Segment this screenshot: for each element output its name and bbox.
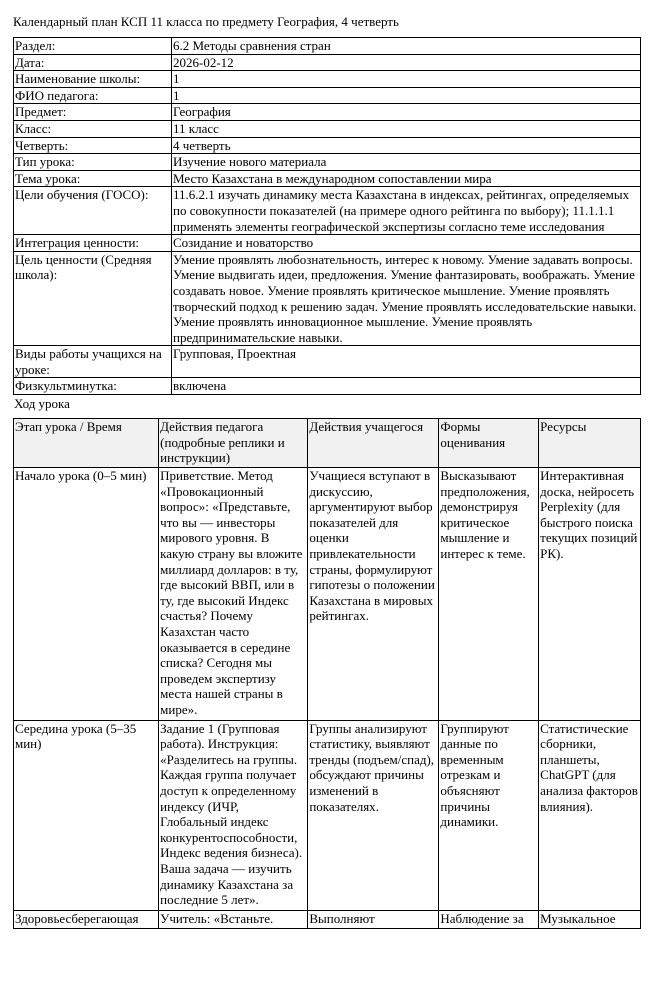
info-row (14, 346, 641, 378)
info-row (14, 120, 641, 137)
plan-header-resources: Ресурсы (539, 419, 641, 468)
info-row (14, 54, 641, 71)
plan-cell-resources: Статистические сборники, планшеты, ChatGPT (для анализа факторов влияния). (539, 720, 641, 910)
info-row (14, 378, 641, 395)
plan-cell-stage: Начало урока (0–5 мин) (14, 468, 159, 721)
plan-row (14, 720, 641, 910)
plan-cell-student: Выполняют (308, 910, 439, 929)
info-label: Цели обучения (ГОСО): (14, 187, 172, 235)
info-label: Тип урока: (14, 154, 172, 171)
info-value: Созидание и новаторство (172, 235, 641, 252)
document-title: Календарный план КСП 11 класса по предмету География, 4 четверть (13, 14, 399, 29)
info-row (14, 87, 641, 104)
document-page (13, 14, 641, 929)
info-value: 11.6.2.1 изучать динамику места Казахстана в индексах, рейтингах, определяемых по совокупности показателей (на примере одного рейтинга по выбору); 11.1.1.1 применять элементы географической экспертизы согласно теме исследования (172, 187, 641, 235)
info-label: ФИО педагога: (14, 87, 172, 104)
info-label: Цель ценности (Средняя школа): (14, 251, 172, 346)
info-value: 1 (172, 87, 641, 104)
plan-header-stage: Этап урока / Время (14, 419, 159, 468)
info-label: Физкультминутка: (14, 378, 172, 395)
info-value: География (172, 104, 641, 121)
info-value: 4 четверть (172, 137, 641, 154)
plan-cell-stage: Здоровьесберегающая (14, 910, 159, 929)
plan-cell-assessment: Наблюдение за (439, 910, 539, 929)
info-label: Раздел: (14, 38, 172, 55)
plan-header-row (14, 419, 641, 468)
info-row (14, 154, 641, 171)
info-value: включена (172, 378, 641, 395)
plan-header-assessment: Формы оценивания (439, 419, 539, 468)
plan-cell-stage: Середина урока (5–35 мин) (14, 720, 159, 910)
info-row (14, 187, 641, 235)
info-row (14, 235, 641, 252)
info-value: Умение проявлять любознательность, интерес к новому. Умение задавать вопросы. Умение выдвигать идеи, предложения. Умение фантазировать, воображать. Умение создавать новое. Умение проявлять критическое мышление. Умение проявлять творческий подход к решению задач. Умение проявлять исследовательские навыки. Умение проявлять инновационное мышление. Умение проявлять предпринимательские навыки. (172, 251, 641, 346)
info-value: 1 (172, 71, 641, 88)
info-label: Четверть: (14, 137, 172, 154)
info-label: Виды работы учащихся на уроке: (14, 346, 172, 378)
info-value: 11 класс (172, 120, 641, 137)
info-label: Наименование школы: (14, 71, 172, 88)
plan-cell-assessment: Группируют данные по временным отрезкам и объясняют причины динамики. (439, 720, 539, 910)
info-value: 2026-02-12 (172, 54, 641, 71)
plan-cell-teacher: Задание 1 (Групповая работа). Инструкция: «Разделитесь на группы. Каждая группа получает доступ к определенному индексу (ИЧР, Глобальный индекс конкурентоспособности, Индекс ведения бизнеса). Ваша задача — изучить динамику Казахстана за последние 5 лет». (159, 720, 308, 910)
info-label: Класс: (14, 120, 172, 137)
info-label: Тема урока: (14, 170, 172, 187)
plan-cell-resources: Музыкальное (539, 910, 641, 929)
info-label: Предмет: (14, 104, 172, 121)
info-row (14, 104, 641, 121)
plan-row (14, 910, 641, 929)
plan-cell-resources: Интерактивная доска, нейросеть Perplexity (для быстрого поиска текущих позиций РК). (539, 468, 641, 721)
info-value: Групповая, Проектная (172, 346, 641, 378)
info-label: Интеграция ценности: (14, 235, 172, 252)
info-row (14, 71, 641, 88)
info-row (14, 137, 641, 154)
info-row (14, 251, 641, 346)
plan-cell-teacher: Учитель: «Встаньте. (159, 910, 308, 929)
info-label: Дата: (14, 54, 172, 71)
info-row (14, 38, 641, 55)
plan-cell-student: Группы анализируют статистику, выявляют тренды (подъем/спад), обсуждают причины изменений в показателях. (308, 720, 439, 910)
info-value: 6.2 Методы сравнения стран (172, 38, 641, 55)
info-value: Изучение нового материала (172, 154, 641, 171)
plan-row (14, 468, 641, 721)
info-row (14, 170, 641, 187)
plan-header-student: Действия учащегося (308, 419, 439, 468)
info-value: Место Казахстана в международном сопоставлении мира (172, 170, 641, 187)
plan-cell-student: Учащиеся вступают в дискуссию, аргументируют выбор показателей для оценки привлекательности страны, формулируют гипотезы о положении Казахстана в мировых рейтингах. (308, 468, 439, 721)
plan-cell-teacher: Приветствие. Метод «Провокационный вопрос»: «Представьте, что вы — инвесторы мирового уровня. В какую страну вы вложите миллиард долларов: в ту, где высокий ВВП, или в ту, где высокий Индекс счастья? Почему Казахстан часто оказывается в середине списка? Сегодня мы проведем экспертизу места нашей страны в мире». (159, 468, 308, 721)
plan-cell-assessment: Высказывают предположения, демонстрируя критическое мышление и интерес к теме. (439, 468, 539, 721)
plan-header-teacher: Действия педагога (подробные реплики и инструкции) (159, 419, 308, 468)
lesson-info-table (13, 37, 641, 395)
lesson-plan-table (13, 418, 641, 929)
section-title-lesson-flow: Ход урока (14, 396, 70, 412)
